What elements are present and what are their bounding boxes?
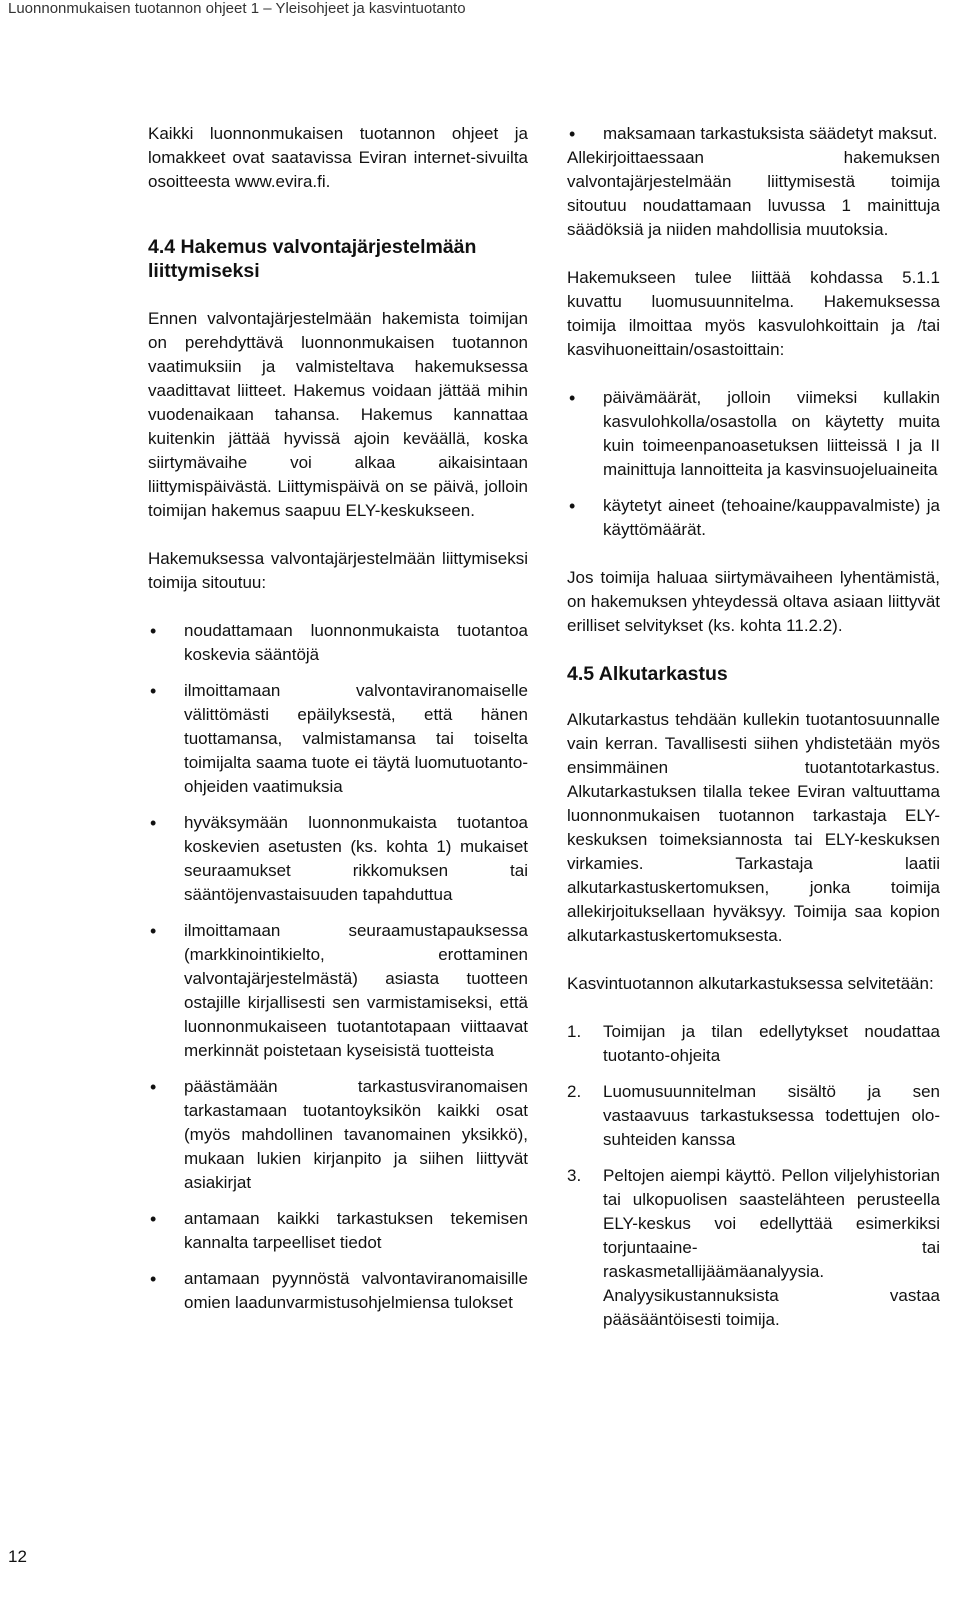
list-item: • hyväksymään luonnonmukaista tuotantoa koskevien asetusten (ks. kohta 1) mukaiset seuraamukset rikkomuksen tai sääntöjenvastaisuuden tapahduttua xyxy=(148,811,528,907)
list-item: • käytetyt aineet (tehoaine/kauppavalmiste) ja käyttömäärät. xyxy=(567,494,940,542)
list-item: • ilmoittamaan seuraamustapauksessa (markkinointikielto, erottaminen valvontajärjestelmästä) asiasta tuotteen ostajille kirjallisesti sen varmistamiseksi, että luonnonmukaiseen tuotantotapaan viittaavat merkinnät poistetaan kyseisistä tuotteista xyxy=(148,919,528,1063)
section-heading-4-5: 4.5 Alkutarkastus xyxy=(567,663,728,685)
commitment-list xyxy=(148,619,528,1315)
running-header: Luonnonmukaisen tuotannon ohjeet 1 – Yleisohjeet ja kasvintuotanto xyxy=(8,0,466,17)
shortening-paragraph: Jos toimija haluaa siirtymävaiheen lyhentämistä, on hakemuksen yhteydessä oltava asiaan liittyvät erilliset selvitykset (ks. kohta 11.2.2). xyxy=(567,568,940,635)
list-item: • noudattamaan luonnonmukaista tuotantoa koskevia sääntöjä xyxy=(148,619,528,667)
list-item: • ilmoittamaan valvontaviranomaiselle välittömästi epäilyksestä, että hänen tuottamansa, valmistamansa tai toiselta toimijalta saama tuote ei täytä luomutuotanto-ohjeiden vaatimuksia xyxy=(148,679,528,799)
commitment-intro: Hakemuksessa valvontajärjestelmään liittymiseksi toimija sitoutuu: xyxy=(148,549,528,592)
page-number: 12 xyxy=(8,1547,27,1566)
list-item: • antamaan pyynnöstä valvontaviranomaisille omien laadunvarmistusohjelmiensa tulokset xyxy=(148,1267,528,1315)
attachment-paragraph: Hakemukseen tulee liittää kohdassa 5.1.1 kuvattu luomusuunnitelma. Hakemuksessa toimija ilmoittaa myös kasvulohkoittain ja /tai kasvihuoneittain/osastoittain: xyxy=(567,268,940,359)
signing-paragraph: Allekirjoittaessaan hakemuksen valvontajärjestelmään liittymisestä toimija sitoutuu noudattamaan luvussa 1 mainittuja säädöksiä ja niiden mahdollisia muutoksia. xyxy=(567,148,940,239)
declaration-list xyxy=(567,386,940,542)
clarify-intro: Kasvintuotannon alkutarkastuksessa selvitetään: xyxy=(567,974,934,993)
list-item xyxy=(567,1020,940,1068)
initial-inspection-paragraph: Alkutarkastus tehdään kullekin tuotantosuunnalle vain kerran. Tavallisesti siihen yhdistetään myös ensimmäinen tuotantotarkastus. Alkutarkastuksen tilalla tekee Eviran valtuuttama luonnonmukaisen tuotannon tarkastaja ELY-keskuksen toimeksiannosta tai ELY-keskuksen virkamies. Tarkastaja laatii alkutarkastuskertomuksen, jonka toimija allekirjoituksellaan hyväksyy. Toimija saa kopion alkutarkastuskertomuksesta. xyxy=(567,710,940,945)
list-item xyxy=(567,1080,940,1152)
application-paragraph: Ennen valvontajärjestelmään hakemista toimijan on perehdyttävä luonnonmukaisen tuotannon vaatimuksiin ja valmisteltava hakemuksessa vaadittavat liitteet. Hakemus voidaan jättää mihin vuodenaikaan tahansa. Hakemus kannattaa kuitenkin jättää hyvissä ajoin keväällä, koska siirtymävaihe voi alkaa aikaisintaan liittymispäivästä. Liittymispäivä on se päivä, jolloin toimijan hakemus saapuu ELY-keskukseen. xyxy=(148,309,528,520)
step-text: Peltojen aiempi käyttö. Pellon viljelyhistorian tai ulkopuolisen saastelähteen perusteella ELY-keskus voi edellyttää esimerkiksi torjuntaaine- tai raskasmetallijäämäanalyysia. Analyysikustannuksista vastaa pääsääntöisesti toimija. xyxy=(603,1166,940,1329)
list-item: • päästämään tarkastusviranomaisen tarkastamaan tuotantoyksikön kaikki osat (myös mahdollinen tavanomainen yksikkö), mukaan lukien kirjanpito ja siihen liittyvät asiakirjat xyxy=(148,1075,528,1195)
step-number: 3. xyxy=(567,1166,582,1185)
step-text: Toimijan ja tilan edellytykset noudattaa tuotanto-ohjeita xyxy=(603,1022,940,1065)
step-number: 2. xyxy=(567,1082,582,1101)
list-item: • antamaan kaikki tarkastuksen tekemisen kannalta tarpeelliset tiedot xyxy=(148,1207,528,1255)
step-text: Luomusuunnitelman sisältö ja sen vastaavuus tarkastuksessa todettujen olo-suhteiden kanssa xyxy=(603,1082,940,1149)
right-column xyxy=(567,122,940,1344)
intro-paragraph: Kaikki luonnonmukaisen tuotannon ohjeet ja lomakkeet ovat saatavissa Eviran internet-sivuilta osoitteesta www.evira.fi. xyxy=(148,124,528,191)
list-item xyxy=(567,1164,940,1332)
list-item: • päivämäärät, jolloin viimeksi kullakin kasvulohkolla/osastolla on käytetty muita kuin toimeenpanoasetuksen liitteissä I ja II mainittuja lannoitteita ja kasvinsuojeluaineita xyxy=(567,386,940,482)
left-column xyxy=(148,122,528,1327)
commitment-list-continued xyxy=(567,122,940,146)
list-item: • maksamaan tarkastuksista säädetyt maksut. xyxy=(567,122,940,146)
step-number: 1. xyxy=(567,1022,582,1041)
section-heading-4-4: 4.4 Hakemus valvontajärjestelmään liittymiseksi xyxy=(148,236,477,282)
inspection-steps xyxy=(567,1020,940,1332)
